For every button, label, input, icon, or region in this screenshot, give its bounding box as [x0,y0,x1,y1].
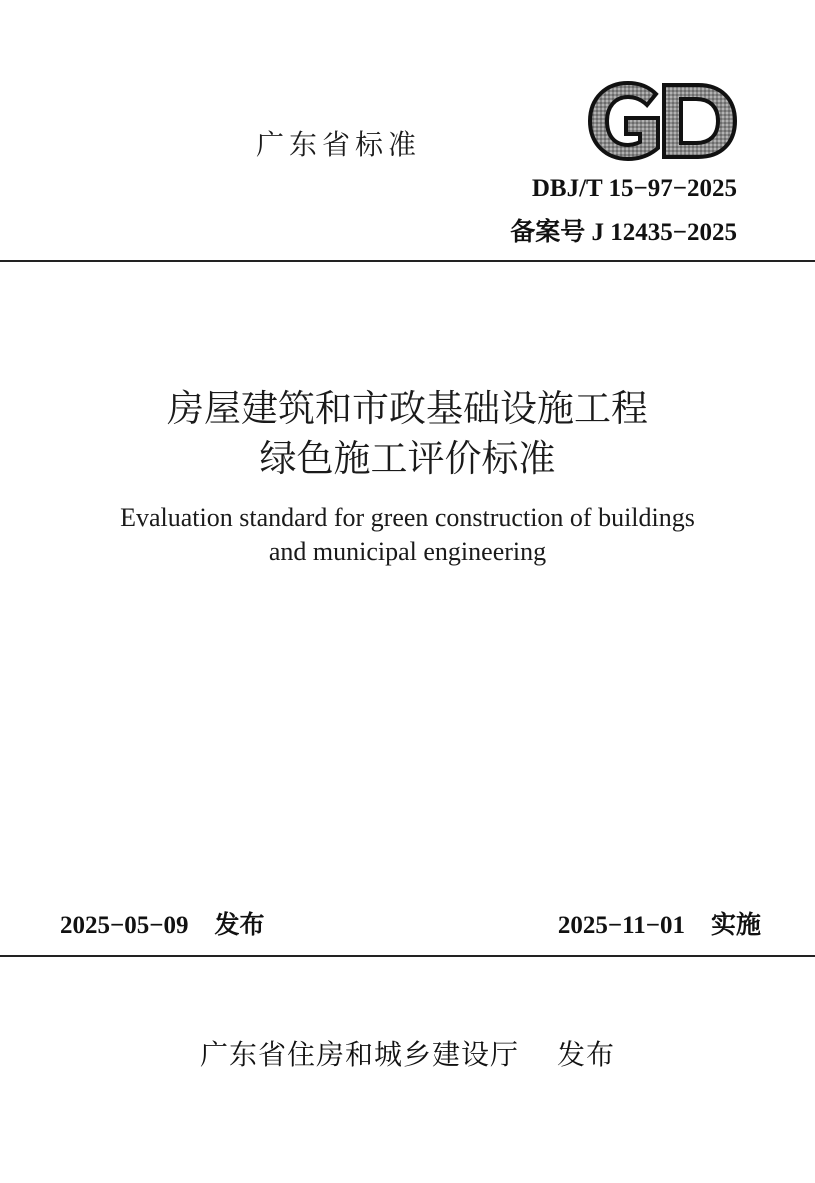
chinese-title-line-1: 房屋建筑和市政基础设施工程 [167,387,648,430]
record-number: 备案号 J 12435−2025 [510,219,737,246]
issuing-authority: 广东省住房和城乡建设厅 [199,1038,519,1071]
english-title-line-1: Evaluation standard for green construction of buildings [120,503,695,532]
publish-label: 发布 [214,910,265,939]
issue-label: 发布 [557,1038,616,1071]
publish-date-row [60,905,265,941]
standard-code: DBJ/T 15−97−2025 [531,175,737,202]
effective-date-row [558,905,761,941]
bottom-divider [0,955,815,957]
top-divider [0,260,815,262]
issuer-line [0,1033,815,1073]
chinese-title-line-2: 绿色施工评价标准 [259,437,556,480]
gd-logo [586,80,738,162]
standard-type-label: 广东省标准 [256,128,422,161]
english-title-line-2: and municipal engineering [268,537,547,566]
effective-date: 2025−11−01 [557,912,685,939]
publish-date: 2025−05−09 [60,912,189,939]
effective-label: 实施 [710,910,761,939]
